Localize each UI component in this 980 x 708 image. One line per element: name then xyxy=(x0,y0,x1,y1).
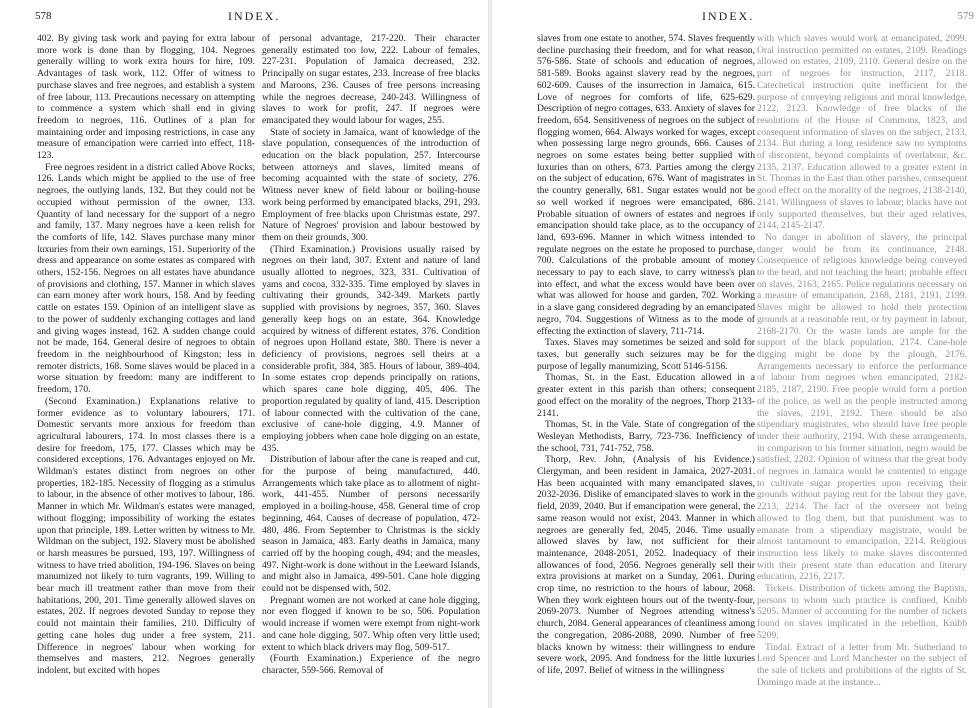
index-entry: with which slaves would work at emancipated, 2099. Oral instruction permitted on estates, 2109. Readings allowed on estates, 2109, 2110. General desire on the part of negroes for instruction, 2117, 2118. Catechetical instruction quite inefficient for the purpose of conveying religious and moral knowledge, 2122, 2123. Knowledge of free blacks of the resolutions of the House of Commons, 1823, and consequent information of slaves on the subject, 2133, 2134. But during a long residence saw no symptoms of discontent, beyond complaints of overlabour, &c. 2135, 2137. Education allowed to a greater extent in St. Thomas in the East than other parishes, consequent good effect on the morality of the negroes, 2138-2140, 2141. Willingness of slaves to labour; blacks have not only supported themselves, but their aged relatives, 2144, 2145-2147. xyxy=(757,33,967,232)
left-page-number: 578 xyxy=(35,10,52,22)
index-entry: Taxes. Slaves may sometimes be seized and sold for taxes, but generally such seizures may be for the purpose of legally manumizing, Scott 5146-5156. xyxy=(537,337,755,372)
index-entry: 402. By giving task work and paying for extra labour more work is done than by flogging, 104. Negroes generally willing to work extra hours for hire, 109. Advantages of task work, 112. Offer of witness to purchase slaves and free negroes, and establish a system of free labour, 113. Precautions necessary on attempting to commence a system which shall end in giving freedom to negroes, 116. Outlines of a plan for maintaining order and imposing restrictions, in case any measure of emancipation were carried into effect, 118-123. xyxy=(37,33,255,162)
index-entry: (Third Examination.) Provisions usually raised by negroes on their land, 307. Extent and nature of land usually allotted to negroes, 323, 331. Cultivation of yams and cocoa, 332-335. Time employed by slaves in cultivating their grounds, 342-349. Markets partly supplied with provisions by negroes, 357, 360. Slaves generally keep hogs on an estate, 364. Knowledge acquired by witness of different estates, 376. Condition of negroes upon Holland estate, 380. There is never a deficiency of provisions, negroes sell theirs at a considerable profit, 384, 385. Hours of labour, 389-404. In some estates crop depends principally on rations, which spares cane hole digging, 405, 406. The proportion regulated by quality of land, 415. Description of labour connected with the cultivation of the cane, exclusive of cane-hole digging, 4.9. Manner of employing jobbers when cane hole digging on an estate, 435. xyxy=(262,243,480,454)
right-running-head: INDEX. xyxy=(702,9,755,23)
index-entry: (Fourth Examination.) Experience of the negro character, 559-566. Removal of xyxy=(262,653,480,676)
index-entry: State of society in Jamaica, want of knowledge of the slave population, consequences of the introduction of education on the black population, 257. Intercourse between attorneys and slaves, limited means of becoming acquainted with the state of society, 276. Witness never knew of field labour or boiling-house work being performed by emancipated blacks, 291, 293. Employment of free blacks upon Christmas estate, 297. Nature of Negroes' provision and labour bestowed by them on their grounds, 300. xyxy=(262,126,480,243)
right-column-1 xyxy=(537,33,755,705)
index-entry: Thomas, St. in the East. Education allowed in a greater extent in this parish than others; consequent good effect on the morality of the negroes, Thorp 2133-2141. xyxy=(537,372,755,419)
index-entry: (Second Examination.) Explanations relative to former evidence as to voluntary labourers, 171. Domestic servants more anxious for freedom than agricultural labourers, 174. In most classes there is a desire for freedom, 175, 177. Classes which may be considered exceptions, 176. Advantages enjoyed on Mr. Wildman's estates distinct from negroes on other properties, 182-185. Necessity of flogging as a stimulus to labour, in the absence of other motives to labour, 186. Manner in which Mr. Wildman's estates were managed, without flogging; impossibility of working the estates upon that principle, 189. Letter written by witness to Mr. Wildman on the subject, 192. Slavery must be abolished or harsh measures be pursued, 193, 197. Willingness of witness to have tried abolition, 194-196. Slaves on being manumized not likely to turn vagrants, 199. Willing to bear much ill treatment rather than move from their habitations, 200, 201. Time generally allowed slaves on estates, 202. If negroes devoted Sunday to repose they could not maintain their families, 210. Difficulty of getting cane holes dug under a free system, 211. Difference in negroes' labour when working for themselves and masters, 212. Negroes generally indolent, but excited with hopes xyxy=(37,395,255,676)
index-entry: Pregnant women are not worked at cane hole digging, nor even flogged if known to be so, 506. Population would increase if women were exempt from night-work and cane hole digging, 507. Whip often very little used; extent to which black drivers may flog, 509-517. xyxy=(262,594,480,653)
index-entry: Free negroes resident in a district called Above Rocks, 126. Lands which might be applied to the use of free negroes, the outlying lands, 132. But they could not be occupied without permission of the owner, 133. Quantity of land necessary for the support of a negro and family, 137. Many negroes have a keen relish for the comforts of life, 142. Slaves purchase many minor luxuries from their own earnings, 151. Superiority of the dress and appearance on some estates as compared with others, 152-156. Negroes on all estates have abundance of provisions and clothing, 157. Manner in which slaves can earn money after work hours, 158. And by feeding cattle on estates 159. Opinion of an intelligent slave as to the power of suddenly exchanging cottages and land and giving wages instead, 162. A sudden change could not be made, 164. General desire of negroes to obtain freedom in the neighbourhood of Kingston; less in remoter districts, 168. Some slaves would be placed in a worse situation by freedom: many are indifferent to freedom, 170. xyxy=(37,161,255,396)
index-entry: Distribution of labour after the cane is reaped and cut, for the purpose of being manufactured, 440. Arrangements which take place as to allotment of night-work, 441-455. Number of persons necessarily employed in a boiling-house, 458. General time of crop beginning, 464. Causes of decrease of population, 472-480, 486. From September to Christmas is the sickly season in Jamaica, 483. Early deaths in Jamaica, many carried off by the hooping cough, 494; and the measles, 497. Night-work is done without in the Leeward Islands, and might also in Jamaica, 499-501. Cane hole digging could not be dispensed with, 502. xyxy=(262,454,480,595)
index-entry: of personal advantage, 217-220. Their character generally estimated too low, 222. Labour of females, 227-231. Population of Jamaica decreased, 232. Principally on sugar estates, 233. Increase of free blacks and Maroons, 236. Causes of free persons increasing while the negroes decrease, 240-243. Willingness of slaves to work for profit, 247. If negroes were emancipated they would labour for wages, 255. xyxy=(262,33,480,126)
right-page-number: 579 xyxy=(957,10,974,22)
left-column-1 xyxy=(37,33,255,705)
index-entry: Tindal. Extract of a letter from Mr. Sutherland to Lord Spencer and Lord Manchester on the subject of the sale of tickets and prohibitions of the rights of St. Domingo made at the instance... xyxy=(757,641,967,688)
index-entry: Thorp, Rev. John, (Analysis of his Evidence.) Clergyman, and been resident in Jamaica, 2027-2031. Has been acquainted with many emancipated slaves, 2032-2036. Dislike of emancipated slaves to work in the field, 2039, 2040. But if emancipation were general, the same reason would not exist, 2043. Manner in which negroes are generally fed, 2045, 2046. Time usually allowed slaves by law, not sufficient for their maintenance, 2048-2051, 2052. Inadequacy of their allowances of food, 2056. Negroes generally sell their extra provisions at market on a Sunday, 2061. During crop time, no restriction to the hours of labour, 2068. When they work eighteen hours out of the twenty-four, 2069-2073. Number of Negroes attending witness's church, 2084. General appearances of cleanliness among the congregation, 2086-2088, 2090. Number of free blacks known by witness: their willingness to endure severe work, 2095. And fondness for the little luxuries of life, 2097. Belief of witness in the willingness xyxy=(537,454,755,676)
left-column-2 xyxy=(262,33,480,705)
index-entry: slaves from one estate to another, 574. Slaves frequently decline purchasing their freedom, and for what reason, 576-586. State of schools and education of negroes, 581-589. Books against slavery read by the negroes, 602-609. Causes of the insurrection in Jamaica, 615. Love of negroes for comforts of life, 625-629. Description of negro cottages, 633. Anxiety of slaves for freedom, 654. Sensitiveness of negroes on the subject of flogging women, 664. Always worked for wages, except when possessing large negro grounds, 666. Causes of negroes on some estates being better supplied with luxuries than on others, 673. Parties among the clergy on the subject of education, 676. Want of magistrates in the country generally, 681. Sugar estates would not be so well worked if negroes were emancipated, 686. Probable situation of owners of estates and negroes if emancipation should take place, as to the occupancy of land, 693-696. Manner in which witness intended to regulate negroes on the estate he proposed to purchase, 700. Calculations of the probable amount of money necessary to pay to each slave, to carry witness's plan into effect, and what the excess would have been over what was allowed for house and garden, 702. Working in a slave gang considered degrading by an emancipated negro, 704. Suggestions of Witness as to the mode of effecting the extinction of slavery, 711-714. xyxy=(537,33,755,337)
left-running-head: INDEX. xyxy=(228,9,281,23)
index-entry: Tickets. Distribution of tickets among the Baptists, persons to whom such practice is confined, Knibb 5205. Manner of accounting for the number of tickets found on slaves implicated in the rebellion, Knibb 5209. xyxy=(757,583,967,641)
right-column-2 xyxy=(757,33,967,705)
index-entry: Thomas, St. in the Vale. State of congregation of the Wesleyan Methodists, Barry, 723-736. Inefficiency of the school, 731, 741-752, 758. xyxy=(537,419,755,454)
right-page xyxy=(490,0,980,708)
index-entry: No danger in abolition of slavery, the principal danger would be from its continuance, 2148. Consequence of religious knowledge being conveyed to the head, and not teaching the heart; probable effect on slaves, 2163, 2165. Police regulations necessary on a measure of emancipation, 2168, 2181, 2191, 2199. Slaves might be allowed to hold their protection grounds at a reasonable rent, or by payment in labour, 2168-2170. Or the waste lands are ample for the support of the black population, 2174. Cane-hole digging might be done by the plough, 2176. Arrangements necessary to enforce the performance of labour from negroes when emancipated, 2182-2185, 2187, 2190. Free people would form a portion of the police, as well as the people instructed among the slaves, 2191, 2192. There should be also stipendiary magistrates, who should have free people under their authority, 2194. With these arrangements, in comparison to his former situation, negro would be satisfied, 2202. Opinion of witness that the great body of negroes in Jamaica would be contented to engage to cultivate sugar properties upon receiving their grounds without paying rent for the labour they gave, 2213, 2214. The fact of the overseer not being allowed to flog them, but that punishment was to emanate from a stipendiary magistrate, would be almost tantamount to emancipation, 2214. Religious instruction less likely to make slaves discontented with their present state than education and literary education, 2216, 2217. xyxy=(757,231,967,583)
